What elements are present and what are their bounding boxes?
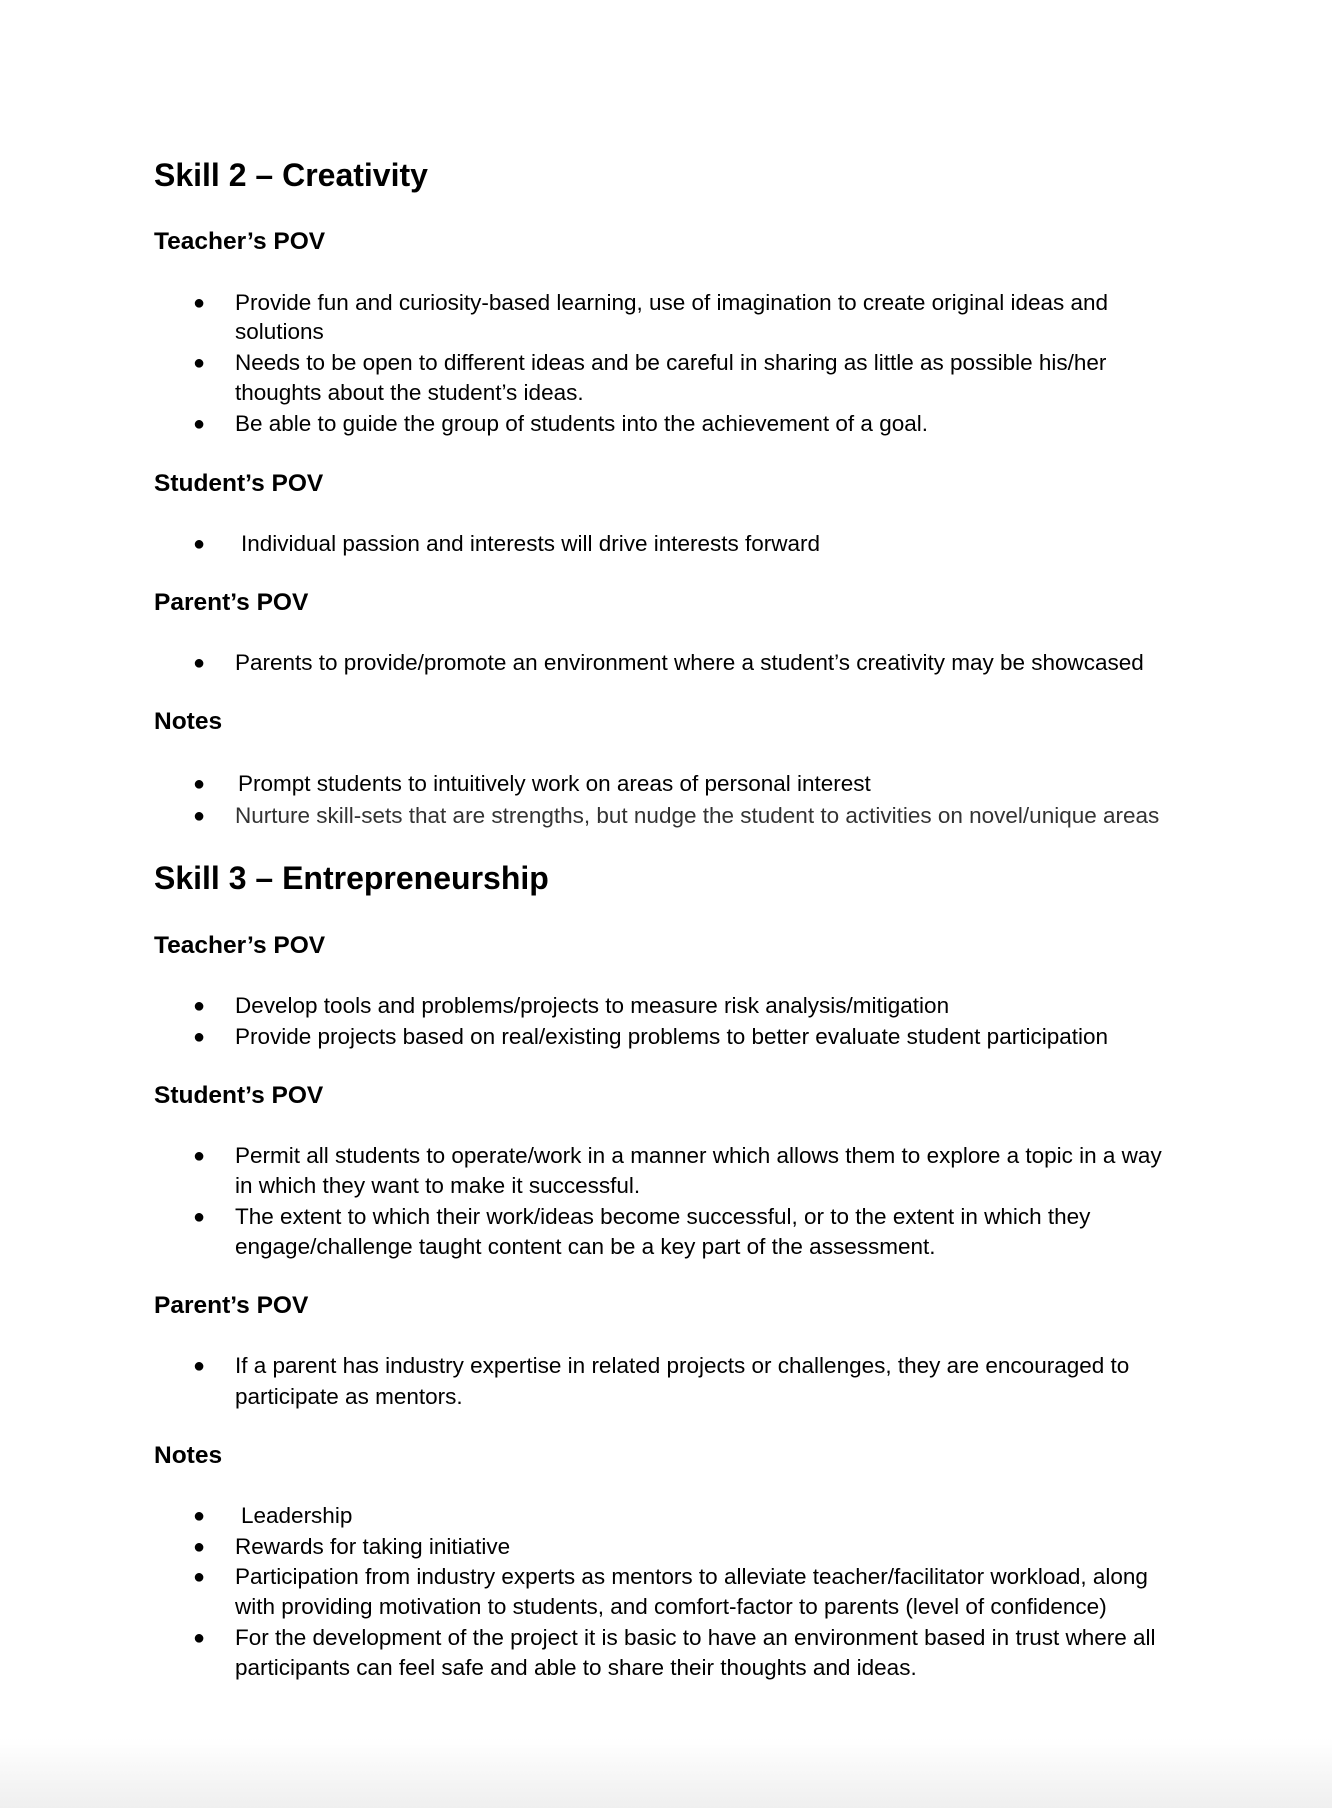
page-bottom-shadow xyxy=(0,1738,1332,1808)
list-item-line: Be able to guide the group of students into the achievement of a goal. xyxy=(235,411,928,436)
bullet-icon: ● xyxy=(193,1355,206,1377)
bullet-icon: ● xyxy=(193,995,206,1017)
list-item-line: Needs to be open to different ideas and be careful in sharing as little as possible his/her xyxy=(235,350,1107,375)
section-title: Skill 3 – Entrepreneurship xyxy=(154,860,549,896)
section-title: Skill 2 – Creativity xyxy=(154,157,428,193)
bullet-icon: ● xyxy=(193,1505,206,1527)
bullet-icon: ● xyxy=(193,352,206,374)
list-item-line: Develop tools and problems/projects to measure risk analysis/mitigation xyxy=(235,993,950,1018)
list-item-line: Individual passion and interests will drive interests forward xyxy=(241,531,821,556)
list-item-line: Prompt students to intuitively work on areas of personal interest xyxy=(238,771,871,796)
list-item-line: participate as mentors. xyxy=(235,1384,463,1409)
bullet-icon: ● xyxy=(193,1627,206,1649)
list-item-line: Permit all students to operate/work in a manner which allows them to explore a topic in a way xyxy=(235,1143,1162,1168)
bullet-icon: ● xyxy=(193,1206,206,1228)
subsection-heading: Student’s POV xyxy=(154,470,324,497)
list-item-line: engage/challenge taught content can be a key part of the assessment. xyxy=(235,1234,936,1259)
list-item-line: Participation from industry experts as mentors to alleviate teacher/facilitator workload, along xyxy=(235,1564,1148,1589)
list-item-line: in which they want to make it successful. xyxy=(235,1173,641,1198)
bullet-icon: ● xyxy=(193,652,206,674)
subsection-heading: Parent’s POV xyxy=(154,1292,309,1319)
bullet-icon: ● xyxy=(193,1026,206,1048)
subsection-heading: Notes xyxy=(154,708,223,735)
list-item-line: solutions xyxy=(235,319,324,344)
list-item-line: Parents to provide/promote an environment where a student’s creativity may be showcased xyxy=(235,650,1144,675)
bullet-icon: ● xyxy=(193,805,206,827)
subsection-heading: Student’s POV xyxy=(154,1082,324,1109)
bullet-icon: ● xyxy=(193,773,206,795)
list-item-line: with providing motivation to students, and comfort-factor to parents (level of confidence) xyxy=(235,1594,1107,1619)
list-item-line: Nurture skill-sets that are strengths, but nudge the student to activities on novel/unique areas xyxy=(235,803,1160,828)
bullet-icon: ● xyxy=(193,533,206,555)
subsection-heading: Teacher’s POV xyxy=(154,932,326,959)
subsection-heading: Teacher’s POV xyxy=(154,228,326,255)
list-item-line: Provide projects based on real/existing problems to better evaluate student participation xyxy=(235,1024,1109,1049)
bullet-icon: ● xyxy=(193,413,206,435)
list-item-line: The extent to which their work/ideas become successful, or to the extent in which they xyxy=(235,1204,1091,1229)
bullet-icon: ● xyxy=(193,1566,206,1588)
list-item-line: Provide fun and curiosity-based learning, use of imagination to create original ideas and xyxy=(235,290,1109,315)
list-item-line: thoughts about the student’s ideas. xyxy=(235,380,584,405)
bullet-icon: ● xyxy=(193,292,206,314)
list-item-line: If a parent has industry expertise in related projects or challenges, they are encouraged to xyxy=(235,1353,1130,1378)
bullet-icon: ● xyxy=(193,1145,206,1167)
list-item-line: Rewards for taking initiative xyxy=(235,1534,511,1559)
list-item-line: participants can feel safe and able to share their thoughts and ideas. xyxy=(235,1655,917,1680)
subsection-heading: Notes xyxy=(154,1442,223,1469)
list-item-line: For the development of the project it is basic to have an environment based in trust where all xyxy=(235,1625,1156,1650)
bullet-icon: ● xyxy=(193,1536,206,1558)
subsection-heading: Parent’s POV xyxy=(154,589,309,616)
list-item-line: Leadership xyxy=(241,1503,353,1528)
